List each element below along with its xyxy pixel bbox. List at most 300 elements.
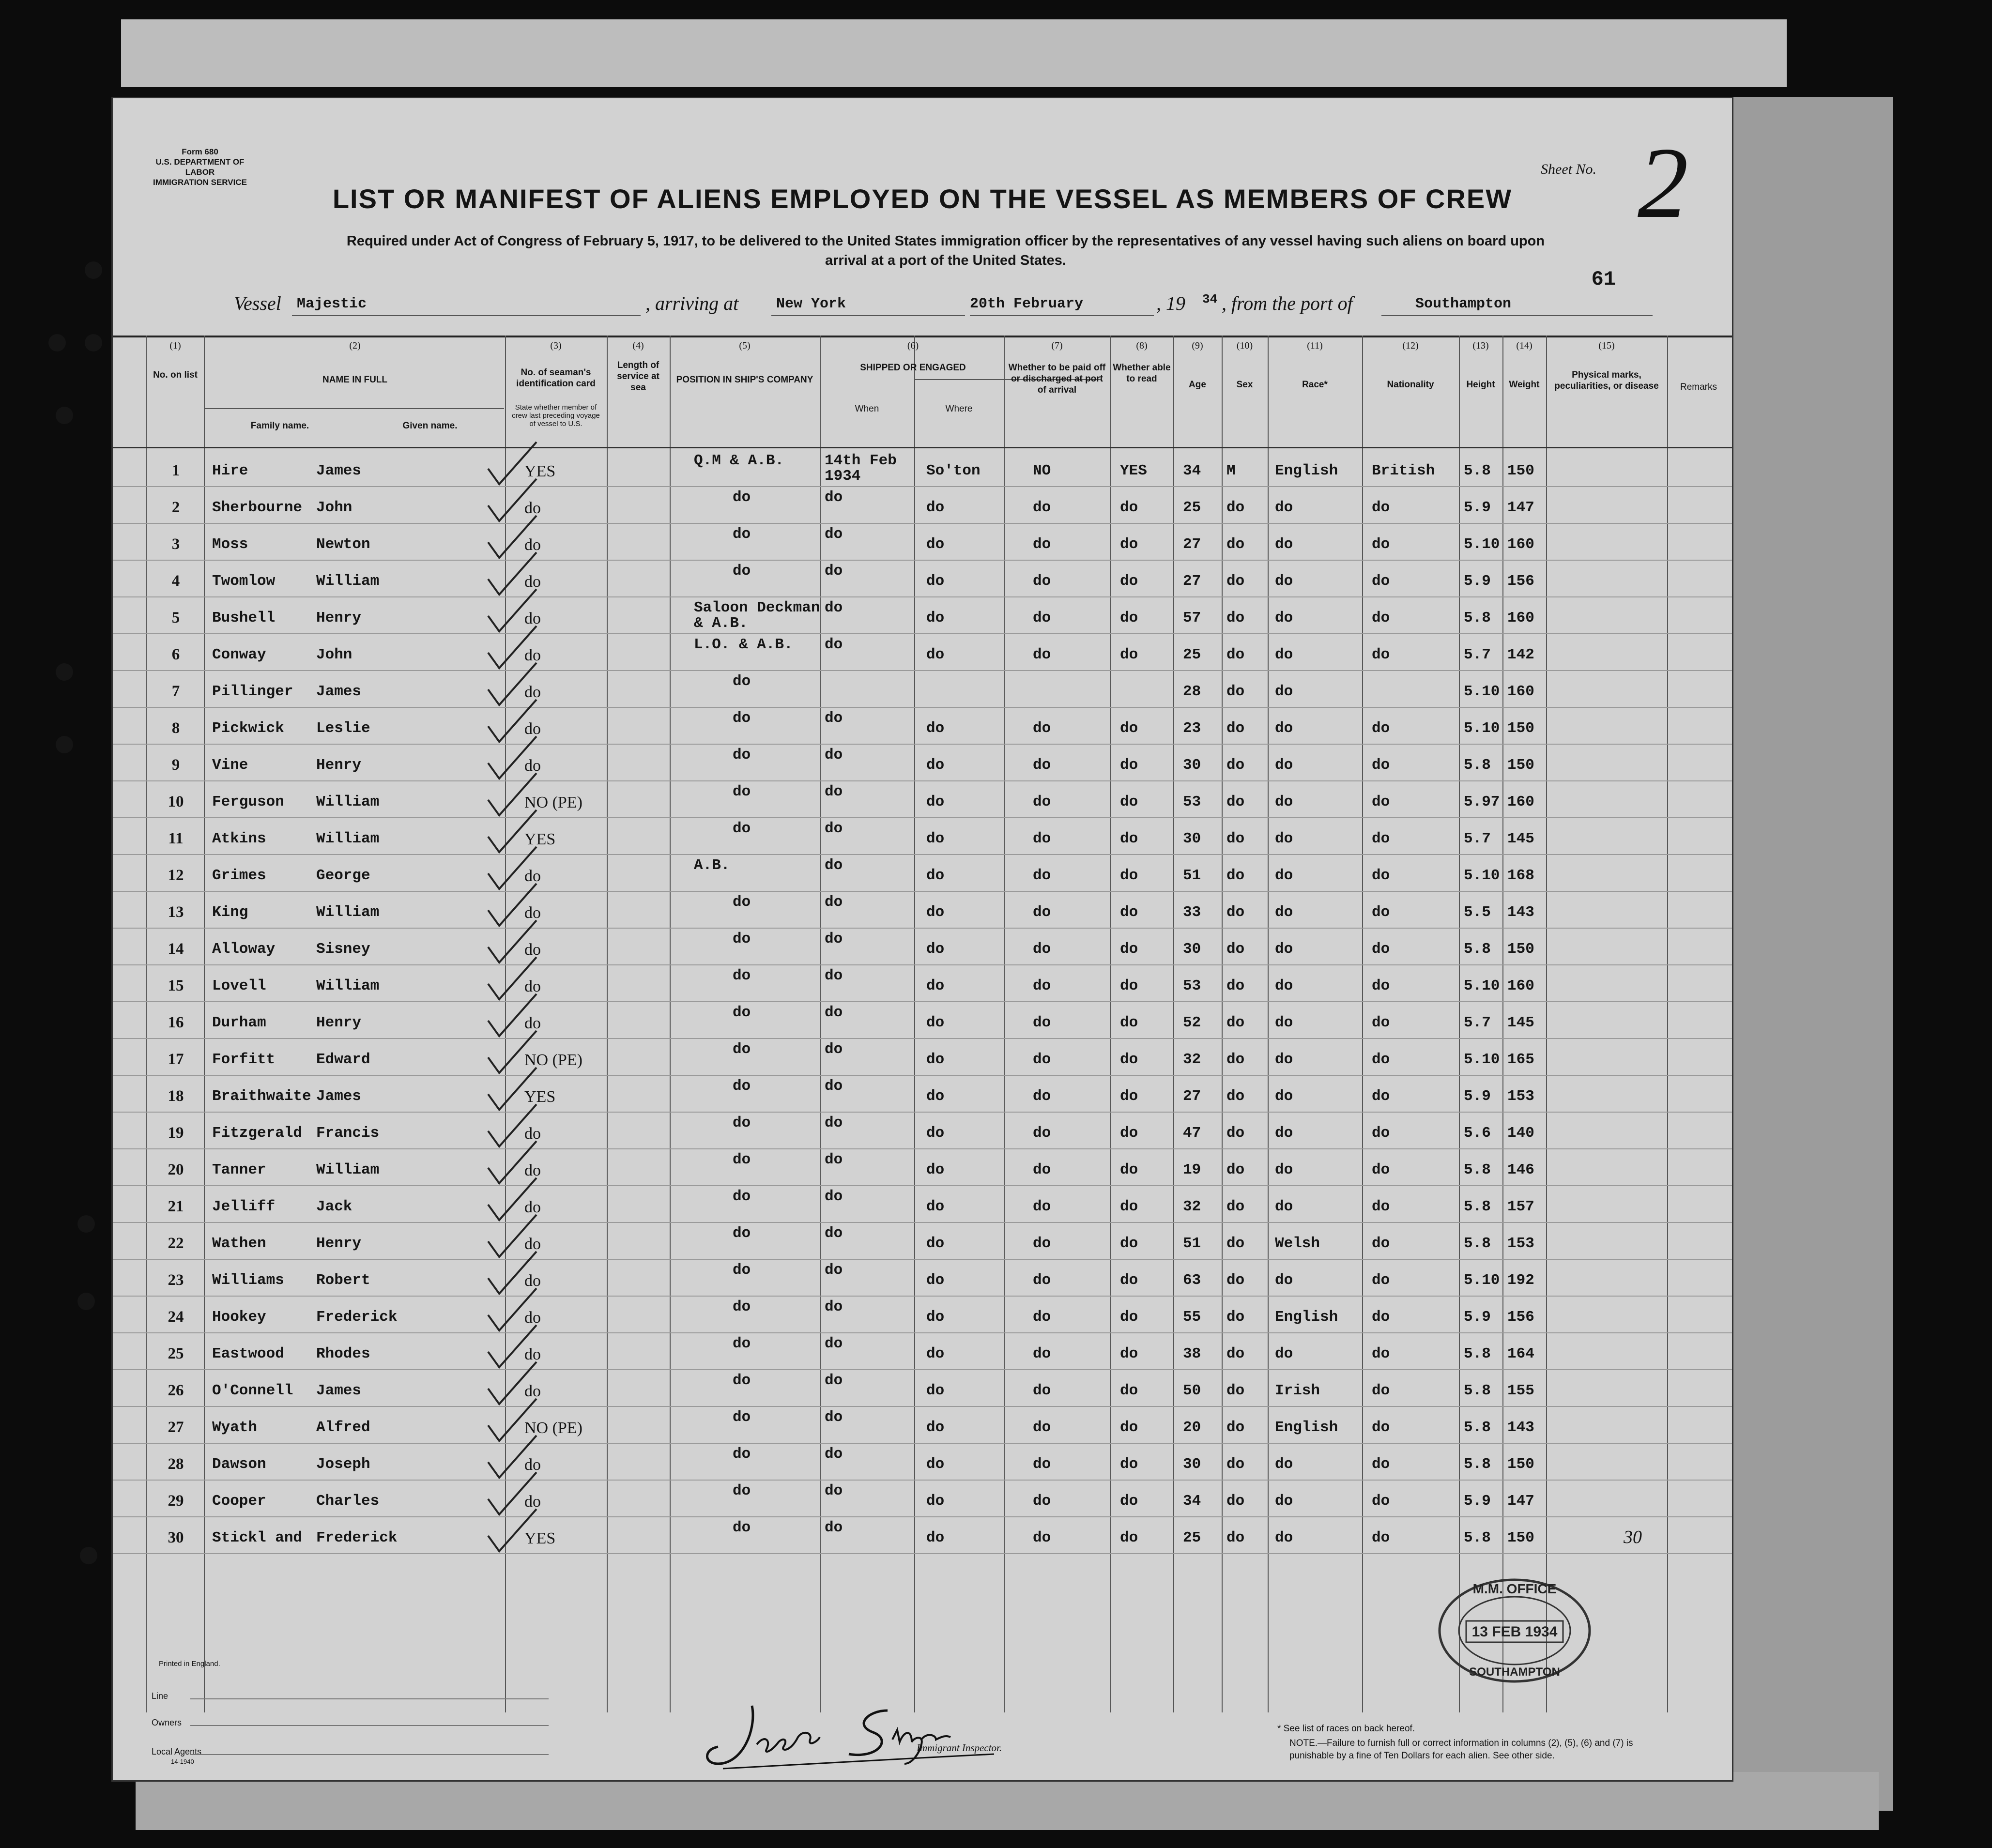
race: do [1275, 977, 1293, 994]
col-num-1: (1) [169, 340, 181, 351]
header-physical: Physical marks, peculiarities, or disease [1554, 370, 1659, 391]
given-name: Frederick [316, 1529, 398, 1546]
sex: do [1226, 1088, 1245, 1105]
binder-hole [56, 663, 73, 681]
weight: 155 [1507, 1382, 1534, 1399]
able-to-read: do [1120, 830, 1138, 847]
family-name: Stickl and [212, 1529, 303, 1546]
sex: do [1226, 1382, 1245, 1399]
header-family-name: Family name. [250, 421, 309, 431]
given-name: Francis [316, 1125, 380, 1142]
race: do [1275, 720, 1293, 737]
race: do [1275, 830, 1293, 847]
position: do [733, 783, 751, 800]
shipped-when: do [825, 894, 843, 911]
paid-off: do [1033, 1235, 1051, 1252]
shipped-when: 14th Feb 1934 [825, 452, 897, 485]
row-number: 23 [168, 1271, 184, 1289]
col-num-7: (7) [1051, 340, 1063, 351]
able-to-read: do [1120, 1345, 1138, 1362]
position: do [733, 1225, 751, 1242]
col-num-5: (5) [739, 340, 751, 351]
able-to-read: do [1120, 757, 1138, 774]
penalty-note: NOTE.—Failure to furnish full or correct information in columns (2), (5), (6) and (7) is punishable by a fine of Ten Dollars for each alien. See other side. [1289, 1738, 1633, 1761]
card-status: do [524, 610, 541, 627]
position: Q.M & A.B. [694, 452, 784, 469]
weight: 157 [1507, 1198, 1534, 1215]
position: do [733, 747, 751, 764]
position: Saloon Deckman & A.B. [694, 599, 820, 632]
given-name: William [316, 794, 380, 810]
age: 50 [1183, 1382, 1201, 1399]
race: do [1275, 646, 1293, 663]
header-name-in-full: NAME IN FULL [322, 375, 388, 385]
age: 51 [1183, 1235, 1201, 1252]
race: do [1275, 757, 1293, 774]
row-number: 20 [168, 1161, 184, 1178]
table-row [113, 1259, 1732, 1297]
shipped-when: do [825, 710, 843, 727]
paid-off: do [1033, 757, 1051, 774]
sex: do [1226, 646, 1245, 663]
family-name: Grimes [212, 867, 266, 884]
nationality: do [1372, 573, 1390, 590]
weight: 150 [1507, 720, 1534, 737]
page-number: 61 [1591, 268, 1616, 291]
header-race: Race* [1302, 380, 1328, 390]
race: do [1275, 867, 1293, 884]
able-to-read: do [1120, 499, 1138, 516]
weight: 156 [1507, 1309, 1534, 1326]
shipped-when: do [825, 526, 843, 543]
able-to-read: do [1120, 1382, 1138, 1399]
position: do [733, 1262, 751, 1279]
col-num-15: (15) [1598, 340, 1615, 351]
stamp-date-text: 13 FEB 1934 [1471, 1624, 1558, 1640]
weight: 192 [1507, 1272, 1534, 1289]
height: 5.8 [1464, 757, 1491, 774]
shipped-where: do [926, 1493, 945, 1510]
table-row [113, 1406, 1732, 1444]
weight: 147 [1507, 1493, 1534, 1510]
family-name: Atkins [212, 830, 266, 847]
year-prefix: , 19 [1156, 292, 1185, 314]
form-number: Form 680 [182, 147, 218, 156]
weight: 153 [1507, 1235, 1534, 1252]
arriving-label: , arriving at [645, 292, 739, 314]
nationality: do [1372, 1051, 1390, 1068]
shipped-when: do [825, 857, 843, 874]
weight: 145 [1507, 1014, 1534, 1031]
nationality: do [1372, 1014, 1390, 1031]
height: 5.8 [1464, 1235, 1491, 1252]
card-status: do [524, 499, 541, 517]
weight: 150 [1507, 941, 1534, 958]
given-name: Charles [316, 1493, 380, 1510]
race: do [1275, 904, 1293, 921]
nationality: do [1372, 536, 1390, 553]
position: L.O. & A.B. [694, 636, 793, 653]
family-name: Wyath [212, 1419, 258, 1436]
position: do [733, 1335, 751, 1352]
shipped-when: do [825, 1004, 843, 1021]
able-to-read: do [1120, 1309, 1138, 1326]
voyage-line [113, 292, 1732, 331]
sex: do [1226, 499, 1245, 516]
paid-off: do [1033, 941, 1051, 958]
card-status: do [524, 1456, 541, 1474]
race: do [1275, 794, 1293, 810]
weight: 143 [1507, 1419, 1534, 1436]
row-number: 19 [168, 1124, 184, 1142]
nationality: do [1372, 1088, 1390, 1105]
shipped-where: do [926, 720, 945, 737]
row-number: 7 [171, 683, 180, 700]
paid-off: do [1033, 1014, 1051, 1031]
col-num-4: (4) [632, 340, 644, 351]
card-status: do [524, 977, 541, 995]
height: 5.7 [1464, 1014, 1491, 1031]
arrival-date: 20th February [970, 296, 1084, 312]
age: 57 [1183, 610, 1201, 626]
position: do [733, 1446, 751, 1463]
family-name: Pickwick [212, 720, 284, 737]
table-row [113, 1516, 1732, 1554]
sheet-label: Sheet No. [1541, 161, 1596, 177]
row-number: 18 [168, 1087, 184, 1105]
shipped-when: do [825, 967, 843, 984]
age: 34 [1183, 462, 1201, 479]
header-given-name: Given name. [402, 421, 458, 431]
race: do [1275, 610, 1293, 626]
able-to-read: do [1120, 610, 1138, 626]
shipped-when: do [825, 489, 843, 506]
card-status: do [524, 904, 541, 922]
background-sheet [1714, 97, 1893, 1811]
shipped-when: do [825, 1225, 843, 1242]
race: English [1275, 462, 1338, 479]
document-subtitle: Required under Act of Congress of February 5, 1917, to be delivered to the United States immigration officer by the representatives of any vessel having such aliens on board upon arrival at a port of the United States. [346, 233, 1545, 268]
race: do [1275, 1088, 1293, 1105]
binder-hole [56, 736, 73, 753]
line-rule [190, 1698, 549, 1699]
table-row [113, 1075, 1732, 1113]
table-row [113, 523, 1732, 561]
arrival-underline [771, 315, 965, 316]
race: do [1275, 941, 1293, 958]
able-to-read: do [1120, 794, 1138, 810]
weight: 168 [1507, 867, 1534, 884]
position: do [733, 1151, 751, 1168]
row-number: 25 [168, 1345, 184, 1362]
paid-off: do [1033, 646, 1051, 663]
header-shipped: SHIPPED OR ENGAGED [860, 363, 966, 373]
nationality: do [1372, 1493, 1390, 1510]
family-name: Fitzgerald [212, 1125, 303, 1142]
binder-hole [48, 334, 66, 351]
family-name: Wathen [212, 1235, 266, 1252]
shipped-where: do [926, 1529, 945, 1546]
col-num-11: (11) [1307, 340, 1323, 351]
able-to-read: do [1120, 1051, 1138, 1068]
sex: do [1226, 610, 1245, 626]
weight: 156 [1507, 573, 1534, 590]
table-row [113, 1222, 1732, 1260]
sex: do [1226, 720, 1245, 737]
given-name: William [316, 904, 380, 921]
table-row [113, 1369, 1732, 1407]
paid-off: do [1033, 1309, 1051, 1326]
given-name: John [316, 499, 352, 516]
paid-off: do [1033, 499, 1051, 516]
shipped-where: do [926, 1235, 945, 1252]
name-subrule [204, 408, 504, 409]
height: 5.9 [1464, 573, 1491, 590]
family-name: O'Connell [212, 1382, 293, 1399]
shipped-when: do [825, 1372, 843, 1389]
year: 34 [1202, 292, 1218, 306]
paid-off: do [1033, 1382, 1051, 1399]
row-number: 14 [168, 940, 184, 958]
given-name: Jack [316, 1198, 352, 1215]
header-nationality: Nationality [1387, 380, 1434, 390]
shipped-when: do [825, 1446, 843, 1463]
family-name: Sherbourne [212, 499, 303, 516]
weight: 150 [1507, 462, 1534, 479]
height: 5.8 [1464, 1456, 1491, 1473]
shipped-where: do [926, 536, 945, 553]
col-num-9: (9) [1192, 340, 1203, 351]
nationality: do [1372, 610, 1390, 626]
age: 30 [1183, 1456, 1201, 1473]
table-row [113, 964, 1732, 1002]
sex: do [1226, 1345, 1245, 1362]
race: do [1275, 1272, 1293, 1289]
given-name: James [316, 683, 362, 700]
row-number: 2 [171, 499, 180, 516]
binder-hole [77, 1293, 95, 1310]
shipped-when: do [825, 1409, 843, 1426]
shipped-when: do [825, 563, 843, 580]
nationality: do [1372, 1125, 1390, 1142]
shipped-where: do [926, 1309, 945, 1326]
weight: 160 [1507, 683, 1534, 700]
card-status: do [524, 1493, 541, 1511]
local-agents-label: Local Agents [152, 1747, 202, 1756]
position: do [733, 489, 751, 506]
able-to-read: do [1120, 904, 1138, 921]
position: do [733, 1041, 751, 1058]
card-status: do [524, 1235, 541, 1253]
card-status: NO (PE) [524, 1419, 582, 1437]
table-row [113, 633, 1732, 671]
card-status: do [524, 646, 541, 664]
race: do [1275, 1125, 1293, 1142]
age: 27 [1183, 1088, 1201, 1105]
height: 5.10 [1464, 536, 1500, 553]
col-num-2: (2) [349, 340, 361, 351]
weight: 150 [1507, 1529, 1534, 1546]
height: 5.8 [1464, 1529, 1491, 1546]
table-row [113, 486, 1732, 524]
race: do [1275, 1161, 1293, 1178]
family-name: Hookey [212, 1309, 266, 1326]
able-to-read: do [1120, 573, 1138, 590]
family-name: King [212, 904, 248, 921]
arrival-port: New York [776, 296, 846, 312]
table-row [113, 928, 1732, 965]
position: do [733, 1298, 751, 1315]
header-age: Age [1189, 380, 1206, 390]
height: 5.8 [1464, 1382, 1491, 1399]
given-name: Sisney [316, 941, 370, 958]
given-name: William [316, 977, 380, 994]
paid-off: do [1033, 536, 1051, 553]
family-name: Dawson [212, 1456, 266, 1473]
owners-rule [190, 1725, 549, 1726]
row-number: 29 [168, 1492, 184, 1510]
shipped-where: do [926, 1382, 945, 1399]
position: do [733, 673, 751, 690]
header-where: Where [945, 404, 973, 414]
table-row [113, 1185, 1732, 1223]
race: do [1275, 1529, 1293, 1546]
paid-off: do [1033, 1088, 1051, 1105]
background-sheet [121, 19, 1787, 87]
table-row [113, 1296, 1732, 1333]
table-row [113, 817, 1732, 855]
able-to-read: do [1120, 941, 1138, 958]
able-to-read: do [1120, 720, 1138, 737]
shipped-where: do [926, 499, 945, 516]
binder-hole [77, 1215, 95, 1233]
paid-off: do [1033, 720, 1051, 737]
header-able-read: Whether able to read [1113, 363, 1171, 384]
header-bottom-rule [113, 447, 1732, 448]
shipped-where: do [926, 1125, 945, 1142]
family-name: Ferguson [212, 794, 284, 810]
margin-note: 30 [1624, 1527, 1642, 1547]
paid-off: do [1033, 1272, 1051, 1289]
family-name: Eastwood [212, 1345, 284, 1362]
table-row [113, 1038, 1732, 1076]
family-name: Vine [212, 757, 248, 774]
height: 5.8 [1464, 1419, 1491, 1436]
shipped-where: do [926, 830, 945, 847]
printed-in: Printed in England. [159, 1660, 220, 1668]
card-status: YES [524, 1088, 556, 1106]
shipped-where: do [926, 757, 945, 774]
shipped-when: do [825, 1262, 843, 1279]
given-name: John [316, 646, 352, 663]
given-name: Henry [316, 610, 362, 626]
shipped-where: do [926, 1272, 945, 1289]
table-row [113, 744, 1732, 781]
position: do [733, 526, 751, 543]
sex: do [1226, 977, 1245, 994]
col-num-6: (6) [907, 340, 919, 351]
row-number: 12 [168, 867, 184, 884]
from-label: , from the port of [1222, 292, 1353, 314]
height: 5.5 [1464, 904, 1491, 921]
height: 5.10 [1464, 1051, 1500, 1068]
row-number: 9 [171, 756, 180, 774]
row-number: 17 [168, 1051, 184, 1068]
given-name: Robert [316, 1272, 370, 1289]
sex: do [1226, 1419, 1245, 1436]
shipped-when: do [825, 931, 843, 947]
race: do [1275, 1198, 1293, 1215]
shipped-when: do [825, 1335, 843, 1352]
card-status: do [524, 1125, 541, 1143]
able-to-read: do [1120, 1493, 1138, 1510]
able-to-read: do [1120, 1161, 1138, 1178]
family-name: Williams [212, 1272, 284, 1289]
position: do [733, 1188, 751, 1205]
given-name: Edward [316, 1051, 370, 1068]
header-no-on-list: No. on list [153, 370, 198, 380]
able-to-read: do [1120, 1198, 1138, 1215]
shipped-where: do [926, 1198, 945, 1215]
row-number: 22 [168, 1235, 184, 1252]
row-number: 24 [168, 1308, 184, 1326]
given-name: William [316, 573, 380, 590]
shipped-where: So'ton [926, 462, 981, 479]
shipped-when: do [825, 1519, 843, 1536]
race: do [1275, 1456, 1293, 1473]
col-num-3: (3) [550, 340, 562, 351]
position: do [733, 967, 751, 984]
races-note: * See list of races on back hereof. [1277, 1724, 1415, 1734]
office-stamp [1435, 1575, 1594, 1686]
document-title: LIST OR MANIFEST OF ALIENS EMPLOYED ON THE VESSEL AS MEMBERS OF CREW [332, 183, 1513, 214]
age: 19 [1183, 1161, 1201, 1178]
able-to-read: do [1120, 646, 1138, 663]
given-name: James [316, 1382, 362, 1399]
height: 5.9 [1464, 1088, 1491, 1105]
row-number: 4 [171, 572, 180, 590]
header-position: POSITION IN SHIP'S COMPANY [676, 375, 813, 385]
weight: 145 [1507, 830, 1534, 847]
race: Irish [1275, 1382, 1320, 1399]
race: do [1275, 1014, 1293, 1031]
height: 5.10 [1464, 867, 1500, 884]
stamp-top-text: M.M. OFFICE [1472, 1581, 1557, 1596]
race: do [1275, 536, 1293, 553]
weight: 143 [1507, 904, 1534, 921]
sex: do [1226, 794, 1245, 810]
shipped-where: do [926, 941, 945, 958]
row-number: 11 [168, 830, 184, 847]
paid-off: do [1033, 867, 1051, 884]
given-name: Henry [316, 1014, 362, 1031]
paid-off: do [1033, 1529, 1051, 1546]
able-to-read: do [1120, 1456, 1138, 1473]
service-name: IMMIGRATION SERVICE [153, 178, 247, 187]
nationality: do [1372, 646, 1390, 663]
table-row [113, 1443, 1732, 1481]
sex: do [1226, 1309, 1245, 1326]
row-number: 15 [168, 977, 184, 994]
age: 32 [1183, 1198, 1201, 1215]
sex: do [1226, 904, 1245, 921]
height: 5.10 [1464, 683, 1500, 700]
paid-off: do [1033, 1345, 1051, 1362]
able-to-read: do [1120, 1088, 1138, 1105]
given-name: Frederick [316, 1309, 398, 1326]
nationality: do [1372, 1529, 1390, 1546]
position: do [733, 1409, 751, 1426]
